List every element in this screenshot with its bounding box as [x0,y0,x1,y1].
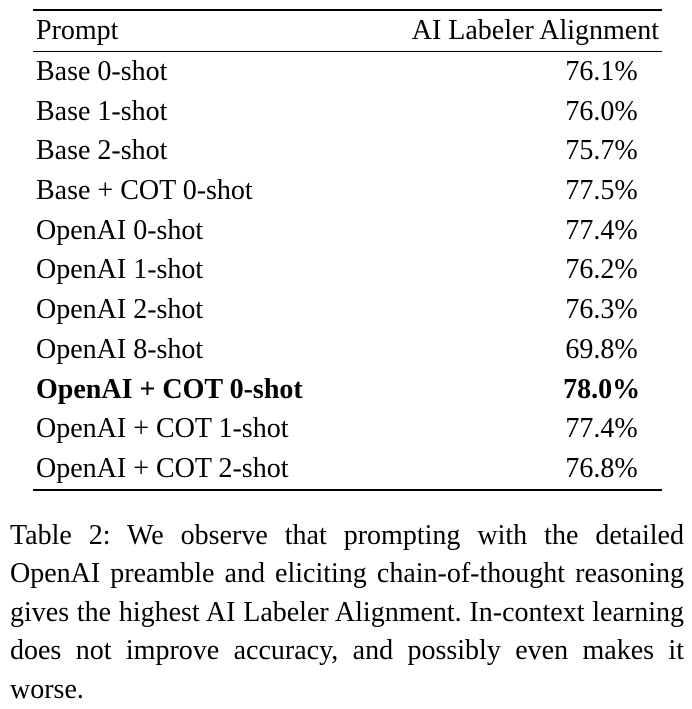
cell-alignment: 76.1% [565,56,638,88]
cell-alignment: 77.4% [565,413,638,445]
cell-alignment: 77.5% [565,175,638,207]
cell-alignment: 75.7% [565,135,638,167]
table-header-row [33,10,662,52]
cell-prompt: OpenAI 2-shot [36,294,204,326]
table-row [33,330,662,370]
cell-prompt: Base 1-shot [36,95,168,127]
cell-alignment: 76.2% [565,254,638,286]
cell-prompt: Base 2-shot [36,135,168,167]
table-row [33,211,662,251]
cell-prompt: OpenAI + COT 1-shot [36,413,289,445]
cell-alignment: 76.3% [565,294,638,326]
table-row [33,449,662,490]
table-row [33,409,662,449]
cell-alignment: 76.0% [565,95,638,127]
results-table-container [33,9,662,491]
results-table [33,9,662,491]
cell-alignment: 77.4% [565,214,638,246]
cell-prompt: OpenAI 1-shot [36,254,204,286]
column-header-alignment: AI Labeler Alignment [411,15,659,47]
cell-alignment: 69.8% [565,333,638,365]
table-row [33,92,662,132]
table-row [33,250,662,290]
cell-alignment: 78.0% [563,373,641,405]
table-row [33,131,662,171]
table-row [33,171,662,211]
cell-prompt: OpenAI + COT 2-shot [36,452,289,484]
cell-alignment: 76.8% [565,452,638,484]
cell-prompt: OpenAI 8-shot [36,333,204,365]
column-header-prompt: Prompt [36,15,119,47]
table-row [33,290,662,330]
cell-prompt: OpenAI + COT 0-shot [36,373,303,405]
cell-prompt: OpenAI 0-shot [36,214,204,246]
table-row [33,52,662,92]
cell-prompt: Base + COT 0-shot [36,175,253,207]
cell-prompt: Base 0-shot [36,56,168,88]
table-body [33,52,662,490]
table-caption: Table 2: We observe that prompting with the detailed OpenAI preamble and eliciting chain-of-thought reasoning gives the highest AI Labeler Alignment. In-context learning does not improve accuracy, and possibly even makes it worse. [10,520,684,705]
table-row [33,370,662,410]
